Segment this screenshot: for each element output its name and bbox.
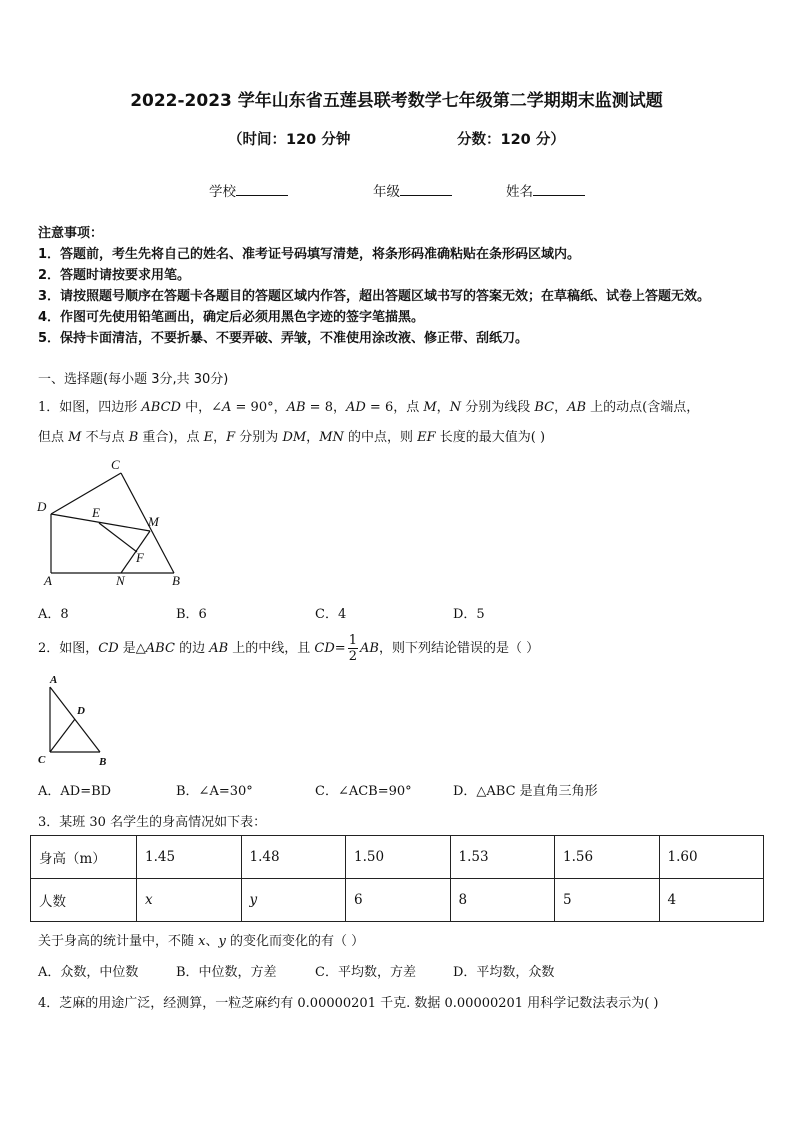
table-cell: 1.50 (346, 836, 451, 879)
q1-stem-line1: 1．如图，四边形 ABCD 中，∠A = 90°，AB = 8，AD = 6，点 M，N 分别为线段 BC，AB 上的动点(含端点， (38, 400, 700, 415)
label-b: B (99, 756, 107, 768)
label-c: C (38, 754, 46, 766)
q1-option-a[interactable]: A．8 (38, 607, 69, 622)
label-f: F (136, 550, 144, 565)
table-cell: 1.60 (659, 836, 764, 879)
label-e: E (92, 505, 100, 520)
grade-label: 年级 (373, 184, 400, 200)
exam-score: 分数：120 分） (457, 132, 565, 148)
label-a: A (44, 573, 52, 588)
table-cell: x (137, 879, 242, 922)
notice-heading: 注意事项： (38, 226, 104, 241)
q4-stem: 4．芝麻的用途广泛，经测算，一粒芝麻约有 0.00000201 千克. 数据 0.00000201 用科学记数法表示为( ) (38, 996, 659, 1011)
table-row (31, 836, 764, 879)
q1-stem-line2: 但点 M 不与点 B 重合)，点 E，F 分别为 DM，MN 的中点，则 EF 长度的最大值为( ) (38, 430, 546, 445)
table-cell: 1.53 (450, 836, 555, 879)
side-dc (51, 473, 121, 514)
q2-figure (32, 672, 122, 772)
table-cell: 5 (555, 879, 660, 922)
school-blank[interactable] (236, 181, 288, 196)
label-d: D (77, 705, 85, 717)
notice-item: 2．答题时请按要求用笔。 (38, 268, 191, 283)
fraction-half: $\frac{1}{2}$ (348, 633, 357, 664)
table-cell: 1.48 (241, 836, 346, 879)
table-cell: 1.45 (137, 836, 242, 879)
q3-option-d[interactable]: D．平均数，众数 (453, 965, 555, 980)
q3-option-b[interactable]: B．中位数，方差 (176, 965, 277, 980)
school-label: 学校 (209, 184, 236, 200)
name-label: 姓名 (506, 184, 533, 200)
q3-stem: 3．某班 30 名学生的身高情况如下表： (38, 815, 267, 830)
q2-option-c[interactable]: C．∠ACB=90° (315, 784, 412, 799)
table-header-cell: 人数 (31, 879, 137, 922)
label-d: D (37, 499, 47, 514)
q2-option-a[interactable]: A．AD=BD (38, 784, 112, 799)
q1-figure (34, 454, 194, 589)
table-row (31, 879, 764, 922)
table-cell: 1.56 (555, 836, 660, 879)
q2-stem: 2．如图，CD 是△ABC 的边 AB 上的中线，且 CD= $\frac{1}{2}$ AB，则下列结论错误的是（ ） (38, 633, 540, 664)
segment-dm (51, 514, 150, 531)
table-cell: 6 (346, 879, 451, 922)
label-b: B (172, 573, 180, 588)
table-cell: 8 (450, 879, 555, 922)
name-blank[interactable] (533, 181, 585, 196)
school-field (209, 180, 288, 200)
q1-option-c[interactable]: C．4 (315, 607, 347, 622)
table-cell: y (241, 879, 346, 922)
grade-blank[interactable] (400, 181, 452, 196)
q1-option-b[interactable]: B．6 (176, 607, 207, 622)
q3-option-a[interactable]: A．众数，中位数 (38, 965, 139, 980)
page-title: 2022-2023 学年山东省五莲县联考数学七年级第二学期期末监测试题 (130, 91, 663, 111)
exam-time: （时间：120 分钟 (228, 132, 351, 148)
label-c: C (111, 457, 120, 472)
section-heading: 一、选择题(每小题 3分,共 30分) (38, 372, 229, 387)
q1-option-d[interactable]: D．5 (453, 607, 485, 622)
label-m: M (148, 514, 159, 529)
notice-item: 3．请按照题号顺序在答题卡各题目的答题区域内作答，超出答题区域书写的答案无效；在草稿纸、试卷上答题无效。 (38, 289, 711, 304)
label-n: N (116, 573, 125, 588)
table-header-cell: 身高（m） (31, 836, 137, 879)
notice-item: 4．作图可先使用铅笔画出，确定后必须用黑色字迹的签字笔描黑。 (38, 310, 425, 325)
notice-item: 1．答题前，考生先将自己的姓名、准考证号码填写清楚，将条形码准确粘贴在条形码区域内。 (38, 247, 581, 262)
median-cd (50, 719, 75, 752)
height-table (30, 835, 764, 922)
q2-option-b[interactable]: B．∠A=30° (176, 784, 253, 799)
label-a: A (50, 674, 58, 686)
q3-option-c[interactable]: C．平均数，方差 (315, 965, 416, 980)
table-cell: 4 (659, 879, 764, 922)
name-field (506, 180, 585, 200)
q2-option-d[interactable]: D．△ABC 是直角三角形 (453, 784, 598, 799)
grade-field (373, 180, 452, 200)
q3-question: 关于身高的统计量中，不随 x、y 的变化而变化的有（ ） (38, 934, 365, 949)
notice-item: 5．保持卡面清洁，不要折暴、不要弄破、弄皱，不准使用涂改液、修正带、刮纸刀。 (38, 331, 529, 346)
